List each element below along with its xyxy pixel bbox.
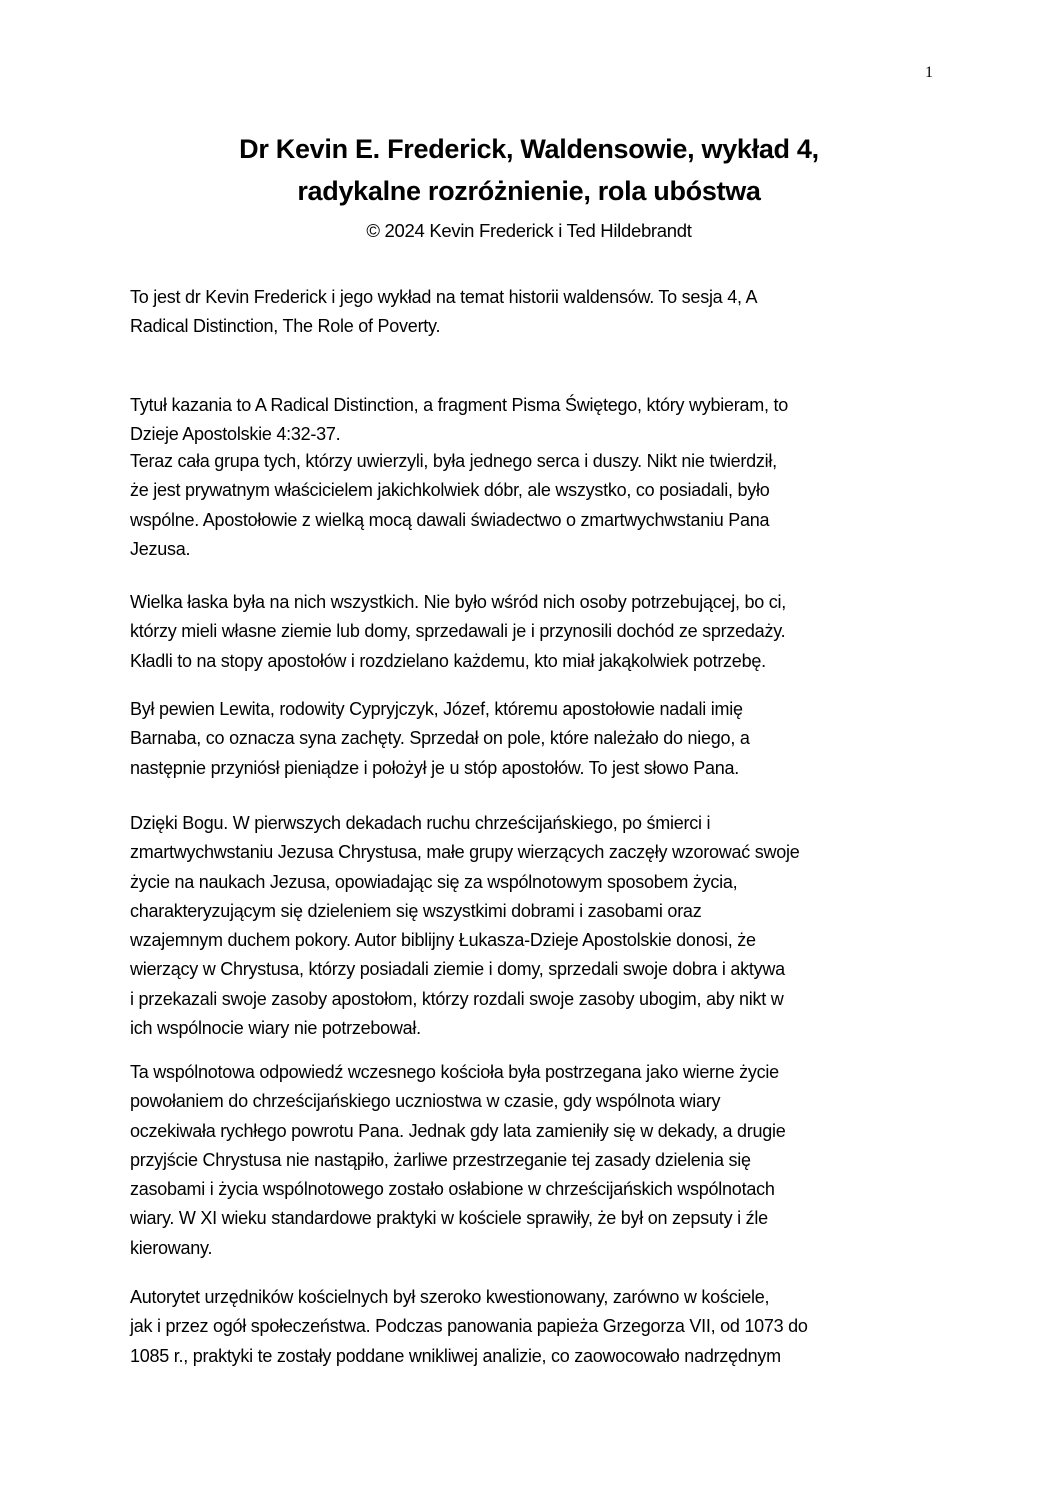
paragraph [130,1283,808,1371]
text-line: następnie przyniósł pieniądze i położył je u stóp apostołów. To jest słowo Pana. [130,757,740,778]
text-line: przyjście Chrystusa nie nastąpiło, żarliwe przestrzeganie tej zasady dzielenia się [130,1149,751,1170]
title-line-1: Dr Kevin E. Frederick, Waldensowie, wykład 4, [239,134,819,164]
text-line: Dzięki Bogu. W pierwszych dekadach ruchu chrześcijańskiego, po śmierci i [130,813,711,833]
text-line: Dzieje Apostolskie 4:32-37. [130,424,341,445]
text-line: powołaniem do chrześcijańskiego uczniostwa w czasie, gdy wspólnota wiary [130,1091,721,1112]
text-line: Radical Distinction, The Role of Poverty. [130,316,441,337]
text-line: wzajemnym duchem pokory. Autor biblijny Łukasza-Dzieje Apostolskie donosi, że [130,930,756,951]
text-line: jak i przez ogół społeczeństwa. Podczas panowania papieża Grzegorza VII, od 1073 do [130,1316,808,1337]
text-line: Kładli to na stopy apostołów i rozdzielano każdemu, kto miał jakąkolwiek potrzebę. [130,650,766,671]
text-line: kierowany. [130,1237,213,1258]
text-line: Ta wspólnotowa odpowiedź wczesnego kościoła była postrzegana jako wierne życie [130,1062,779,1082]
text-line: Był pewien Lewita, rodowity Cypryjczyk, Józef, któremu apostołowie nadali imię [130,699,743,719]
text-line: 1085 r., praktyki te zostały poddane wnikliwej analizie, co zaowocowało nadrzędnym [130,1345,781,1366]
text-line: Autorytet urzędników kościelnych był szeroko kwestionowany, zarówno w kościele, [130,1287,770,1307]
text-line: ich wspólnocie wiary nie potrzebował. [130,1018,421,1039]
text-line: Teraz cała grupa tych, którzy uwierzyli, była jednego serca i duszy. Nikt nie twierdził, [130,451,777,471]
text-line: To jest dr Kevin Frederick i jego wykład na temat historii waldensów. To sesja 4, A [130,287,758,307]
text-line: życie na naukach Jezusa, opowiadając się za wspólnotowym sposobem życia, [130,871,738,892]
paragraph [130,391,788,450]
text-line: zasobami i życia wspólnotowego zostało osłabione w chrześcijańskich wspólnotach [130,1179,775,1200]
page-number: 1 [925,64,933,81]
text-line: Wielka łaska była na nich wszystkich. Nie było wśród nich osoby potrzebującej, bo ci, [130,592,787,612]
paragraph [130,588,786,676]
paragraph [130,809,800,1043]
text-line: wiary. W XI wieku standardowe praktyki w kościele sprawiły, że był on zepsuty i źle [130,1208,768,1229]
text-line: zmartwychwstaniu Jezusa Chrystusa, małe grupy wierzących zaczęły wzorować swoje [130,842,800,863]
text-line: wierzący w Chrystusa, którzy posiadali ziemie i domy, sprzedali swoje dobra i aktywa [130,959,785,980]
text-line: Tytuł kazania to A Radical Distinction, a fragment Pisma Świętego, który wybieram, to [130,395,789,415]
title-line-2: radykalne rozróżnienie, rola ubóstwa [297,176,761,206]
text-line: Barnaba, co oznacza syna zachęty. Sprzedał on pole, które należało do niego, a [130,728,750,749]
paragraph [130,447,777,564]
copyright: © 2024 Kevin Frederick i Ted Hildebrandt [366,220,692,241]
text-line: charakteryzującym się dzieleniem się wszystkimi dobrami i zasobami oraz [130,900,702,921]
text-line: i przekazali swoje zasoby apostołom, którzy rozdali swoje zasoby ubogim, aby nikt w [130,988,784,1009]
text-line: Jezusa. [130,538,191,559]
text-line: oczekiwała rychłego powrotu Pana. Jednak gdy lata zamieniły się w dekady, a drugie [130,1120,786,1141]
paragraph [130,695,750,783]
text-line: wspólne. Apostołowie z wielką mocą dawali świadectwo o zmartwychwstaniu Pana [130,509,770,530]
text-line: którzy mieli własne ziemie lub domy, sprzedawali je i przynosili dochód ze sprzedaży. [130,621,786,642]
text-line: że jest prywatnym właścicielem jakichkolwiek dóbr, ale wszystko, co posiadali, było [130,480,770,501]
paragraph [130,283,757,342]
paragraph [130,1058,786,1263]
